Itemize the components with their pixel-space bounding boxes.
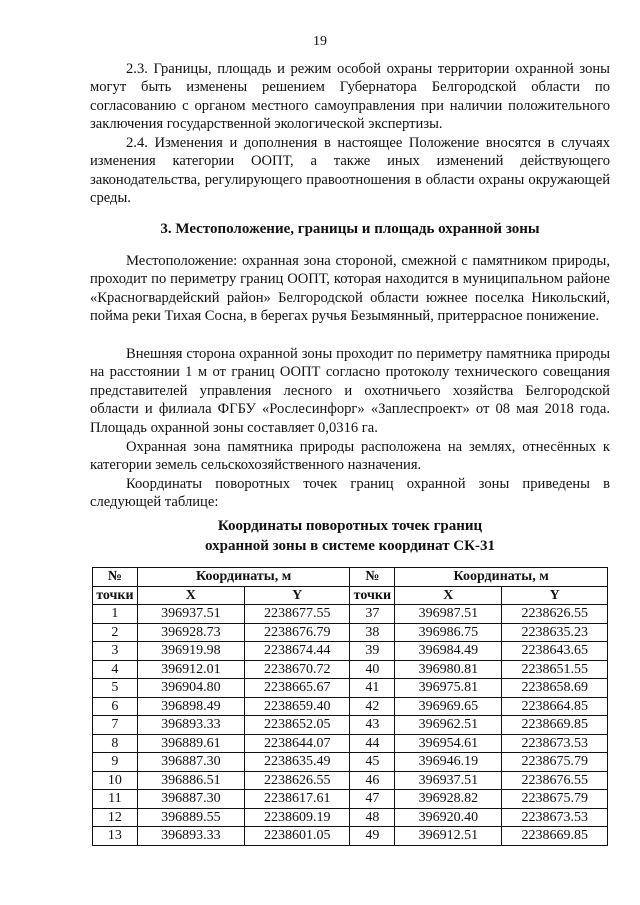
- point-number-left: 13: [93, 827, 138, 846]
- x-value-left: 396928.73: [137, 623, 244, 642]
- section-heading: 3. Местоположение, границы и площадь охранной зоны: [160, 221, 540, 237]
- paragraph-location: [90, 252, 610, 326]
- y-value-left: 2238652.05: [244, 716, 350, 735]
- y-value-left: 2238676.79: [244, 623, 350, 642]
- table-row: [93, 679, 608, 698]
- x-value-right: 396980.81: [395, 660, 502, 679]
- point-number-left: 7: [93, 716, 138, 735]
- y-value-right: 2238669.85: [502, 827, 608, 846]
- point-number-left: 1: [93, 605, 138, 624]
- num-header-bottom-left: точки: [93, 586, 138, 605]
- point-number-right: 39: [350, 642, 395, 661]
- x-value-left: 396893.33: [137, 716, 244, 735]
- table-row: [93, 753, 608, 772]
- y-header-right: Y: [502, 586, 608, 605]
- x-value-left: 396919.98: [137, 642, 244, 661]
- table-row: [93, 697, 608, 716]
- table-row: [93, 716, 608, 735]
- table-header-row-1: [93, 568, 608, 587]
- x-value-right: 396954.61: [395, 734, 502, 753]
- point-number-left: 2: [93, 623, 138, 642]
- x-value-left: 396886.51: [137, 771, 244, 790]
- paragraph-text: 2.4. Изменения и дополнения в настоящее Положение вносятся в случаях изменения категории ООПТ, а также иных изменений действующего законодательства, регулирующего правоотношения в области охраны окружающей среды.: [90, 135, 610, 207]
- y-value-left: 2238677.55: [244, 605, 350, 624]
- paragraph-text: Местоположение: охранная зона стороной, смежной с памятником природы, проходит по периметру границ ООПТ, которая находится в муниципальном районе «Красногвардейский район» Белгородской области южнее поселка Никольский, пойма реки Тихая Сосна, в берегах ручья Безымянный, притеррасное понижение.: [90, 253, 610, 325]
- y-value-right: 2238676.55: [502, 771, 608, 790]
- y-value-left: 2238670.72: [244, 660, 350, 679]
- point-number-left: 11: [93, 790, 138, 809]
- table-body: [93, 605, 608, 846]
- y-value-left: 2238665.67: [244, 679, 350, 698]
- x-value-right: 396962.51: [395, 716, 502, 735]
- paragraph-text: Координаты поворотных точек границ охранной зоны приведены в следующей таблице:: [90, 476, 610, 511]
- paragraph-text: Внешняя сторона охранной зоны проходит по периметру памятника природы на расстоянии 1 м от границ ООПТ согласно протоколу технического совещания представителей управления лесного и охотничьего хозяйства Белгородской области и филиала ФГБУ «Рослесинфорг» «Заплеспроект» от 08 мая 2018 года. Площадь охранной зоны составляет 0,0316 га.: [90, 346, 610, 436]
- y-value-left: 2238609.19: [244, 808, 350, 827]
- table-title-line2: охранной зоны в системе координат СК-31: [204, 538, 496, 554]
- table-row: [93, 808, 608, 827]
- point-number-right: 45: [350, 753, 395, 772]
- x-header-right: X: [395, 586, 502, 605]
- point-number-left: 12: [93, 808, 138, 827]
- paragraph-text: 2.3. Границы, площадь и режим особой охраны территории охранной зоны могут быть изменены решением Губернатора Белгородской области по согласованию с органом местного самоуправления при наличии положительного заключения государственной экологической экспертизы.: [90, 61, 610, 133]
- paragraph-2-4: [90, 134, 610, 208]
- coordinates-table: [92, 567, 608, 846]
- x-value-left: 396893.33: [137, 827, 244, 846]
- point-number-right: 47: [350, 790, 395, 809]
- x-value-left: 396887.30: [137, 753, 244, 772]
- table-row: [93, 605, 608, 624]
- coords-header-left: Координаты, м: [137, 568, 350, 587]
- point-number-right: 46: [350, 771, 395, 790]
- x-header-left: X: [137, 586, 244, 605]
- point-number-right: 41: [350, 679, 395, 698]
- num-header-top-right: №: [350, 568, 395, 587]
- x-value-right: 396928.82: [395, 790, 502, 809]
- y-header-left: Y: [244, 586, 350, 605]
- point-number-right: 44: [350, 734, 395, 753]
- y-value-left: 2238659.40: [244, 697, 350, 716]
- paragraph-text: Охранная зона памятника природы расположена на землях, отнесённых к категории земель сельскохозяйственного назначения.: [90, 439, 610, 474]
- point-number-right: 37: [350, 605, 395, 624]
- table-row: [93, 771, 608, 790]
- page-number: 19: [313, 34, 327, 49]
- y-value-left: 2238644.07: [244, 734, 350, 753]
- y-value-right: 2238643.65: [502, 642, 608, 661]
- point-number-left: 3: [93, 642, 138, 661]
- x-value-left: 396889.55: [137, 808, 244, 827]
- x-value-left: 396937.51: [137, 605, 244, 624]
- y-value-left: 2238674.44: [244, 642, 350, 661]
- table-row: [93, 827, 608, 846]
- x-value-right: 396969.65: [395, 697, 502, 716]
- point-number-right: 49: [350, 827, 395, 846]
- point-number-left: 10: [93, 771, 138, 790]
- table-row: [93, 660, 608, 679]
- y-value-left: 2238617.61: [244, 790, 350, 809]
- paragraph-2-3: [90, 60, 610, 134]
- y-value-left: 2238601.05: [244, 827, 350, 846]
- y-value-right: 2238669.85: [502, 716, 608, 735]
- x-value-right: 396937.51: [395, 771, 502, 790]
- x-value-right: 396984.49: [395, 642, 502, 661]
- point-number-left: 4: [93, 660, 138, 679]
- y-value-right: 2238675.79: [502, 790, 608, 809]
- x-value-left: 396904.80: [137, 679, 244, 698]
- paragraph-coordinates-intro: [90, 475, 610, 512]
- x-value-right: 396987.51: [395, 605, 502, 624]
- point-number-left: 9: [93, 753, 138, 772]
- table-row: [93, 642, 608, 661]
- table-header-row-2: [93, 586, 608, 605]
- point-number-right: 48: [350, 808, 395, 827]
- point-number-right: 40: [350, 660, 395, 679]
- y-value-right: 2238673.53: [502, 808, 608, 827]
- point-number-right: 42: [350, 697, 395, 716]
- coords-header-right: Координаты, м: [395, 568, 608, 587]
- paragraph-outer-boundary: [90, 345, 610, 437]
- x-value-left: 396912.01: [137, 660, 244, 679]
- num-header-bottom-right: точки: [350, 586, 395, 605]
- table-row: [93, 734, 608, 753]
- x-value-right: 396975.81: [395, 679, 502, 698]
- table-title: [90, 516, 610, 556]
- point-number-left: 6: [93, 697, 138, 716]
- x-value-left: 396898.49: [137, 697, 244, 716]
- point-number-right: 43: [350, 716, 395, 735]
- x-value-right: 396920.40: [395, 808, 502, 827]
- table-row: [93, 790, 608, 809]
- x-value-left: 396887.30: [137, 790, 244, 809]
- table-row: [93, 623, 608, 642]
- x-value-right: 396912.51: [395, 827, 502, 846]
- point-number-left: 8: [93, 734, 138, 753]
- y-value-right: 2238673.53: [502, 734, 608, 753]
- paragraph-land-category: [90, 438, 610, 475]
- y-value-right: 2238658.69: [502, 679, 608, 698]
- x-value-left: 396889.61: [137, 734, 244, 753]
- y-value-right: 2238664.85: [502, 697, 608, 716]
- table-title-line1: Координаты поворотных точек границ: [217, 518, 483, 534]
- num-header-top-left: №: [93, 568, 138, 587]
- y-value-right: 2238635.23: [502, 623, 608, 642]
- x-value-right: 396986.75: [395, 623, 502, 642]
- point-number-left: 5: [93, 679, 138, 698]
- y-value-right: 2238651.55: [502, 660, 608, 679]
- y-value-left: 2238635.49: [244, 753, 350, 772]
- y-value-right: 2238675.79: [502, 753, 608, 772]
- y-value-left: 2238626.55: [244, 771, 350, 790]
- y-value-right: 2238626.55: [502, 605, 608, 624]
- point-number-right: 38: [350, 623, 395, 642]
- x-value-right: 396946.19: [395, 753, 502, 772]
